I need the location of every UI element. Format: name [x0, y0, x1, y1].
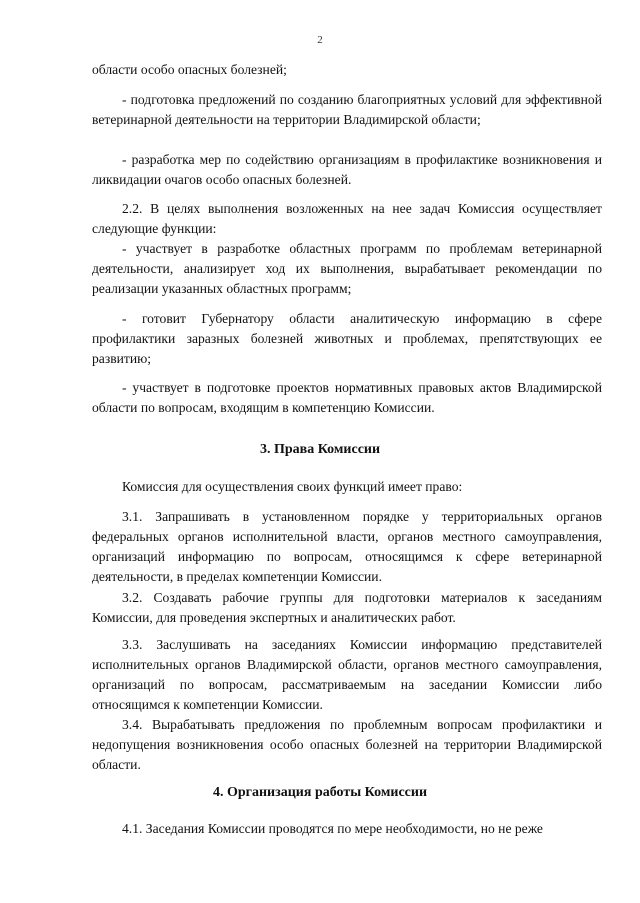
paragraph-bullet-measures: - разработка мер по содействию организациям в профилактике возникновения и ликвидации очагов особо опасных болезней. — [92, 152, 602, 187]
paragraph-bullet-governor: - готовит Губернатору области аналитическую информацию в сфере профилактики заразных болезней животных и проблемах, препятствующих ее развитию; — [92, 311, 602, 366]
clause-3-1: 3.1. Запрашивать в установленном порядке у территориальных органов федеральных органов исполнительной власти, органов местного самоуправления, организаций информацию по вопросам, относящимся к сфере ветеринарной деятельности, в пределах компетенции Комиссии. — [92, 509, 602, 584]
clause-3-4: 3.4. Вырабатывать предложения по проблемным вопросам профилактики и недопущения возникновения особо опасных болезней на территории Владимирской области. — [92, 717, 602, 772]
clause-3-2: 3.2. Создавать рабочие группы для подготовки материалов к заседаниям Комиссии, для проведения экспертных и аналитических работ. — [92, 590, 602, 625]
clause-4-1-start: 4.1. Заседания Комиссии проводятся по мере необходимости, но не реже — [122, 821, 543, 836]
page-number: 2 — [317, 34, 323, 46]
clause-3-3: 3.3. Заслушивать на заседаниях Комиссии информацию представителей исполнительных органов Владимирской области, органов местного самоуправления, организаций по вопросам, рассматриваемым на заседании Комиссии либо относящимся к компетенции Комиссии. — [92, 637, 602, 712]
section-3-heading: 3. Права Комиссии — [259, 442, 381, 457]
paragraph-bullet-legal-acts: - участвует в подготовке проектов нормативных правовых актов Владимирской области по вопросам, входящим в компетенцию Комиссии. — [92, 380, 602, 415]
paragraph-continuation: области особо опасных болезней; — [92, 62, 287, 77]
paragraph-bullet-programs: - участвует в разработке областных программ по проблемам ветеринарной деятельности, анализирует ход их выполнения, вырабатывает рекомендации по реализации указанных областных программ; — [92, 241, 602, 296]
section-4-heading: 4. Организация работы Комиссии — [212, 785, 428, 800]
section-3-intro: Комиссия для осуществления своих функций имеет право: — [122, 479, 463, 494]
paragraph-bullet-conditions: - подготовка предложений по созданию благоприятных условий для эффективной ветеринарной деятельности на территории Владимирской области; — [92, 92, 602, 127]
paragraph-2-2: 2.2. В целях выполнения возложенных на нее задач Комиссия осуществляет следующие функции: — [92, 201, 602, 236]
